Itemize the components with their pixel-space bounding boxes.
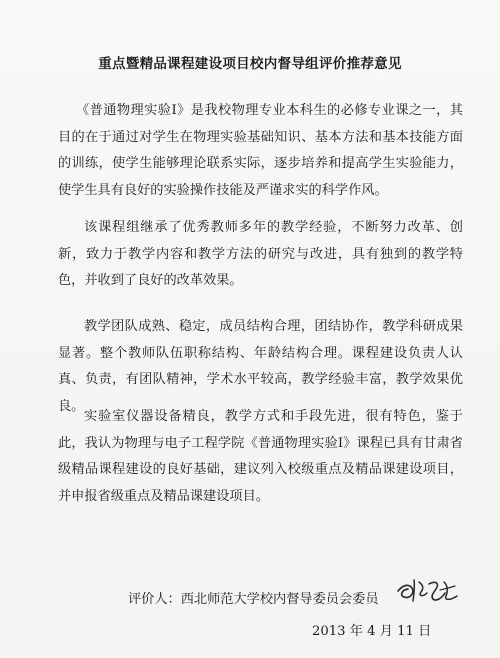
- paragraph-teaching-team: 教学团队成熟、稳定，成员结构合理，团结协作，教学科研成果显著。整个教师队伍职称结构、年龄结构合理。课程建设负责人认真、负责，有团队精神，学术水平较高，教学经验丰富，教学效果优良。: [58, 319, 463, 414]
- paragraph-teaching-reform: 该课程组继承了优秀教师多年的教学经验，不断努力改革、创新，致力于教学内容和教学方法的研究与改进，具有独到的教学特色，并收到了良好的改革效果。: [58, 220, 463, 288]
- evaluator-line: 评价人：西北师范大学校内督导委员会委员: [128, 592, 379, 607]
- paragraph-recommendation: 实验室仪器设备精良，教学方式和手段先进，很有特色，鉴于此，我认为物理与电子工程学院《普通物理实验Ⅰ》课程已具有甘肃省级精品课程建设的良好基础，建议列入校级重点及精品课建设项目，并申报省级重点及精品课建设项目。: [58, 409, 463, 504]
- handwritten-signature: [396, 576, 460, 604]
- document-title: 重点暨精品课程建设项目校内督导组评价推荐意见: [98, 56, 402, 72]
- paragraph-course-objective: 《普通物理实验Ⅰ》是我校物理专业本科生的必修专业课之一，其目的在于通过对学生在物理实验基础知识、基本方法和基本技能方面的训练，使学生能够理论联系实际，逐步培养和提高学生实验能力，使学生具有良好的实验操作技能及严谨求实的科学作风。: [58, 103, 463, 198]
- evaluation-date: 2013 年 4 月 11 日: [312, 624, 432, 639]
